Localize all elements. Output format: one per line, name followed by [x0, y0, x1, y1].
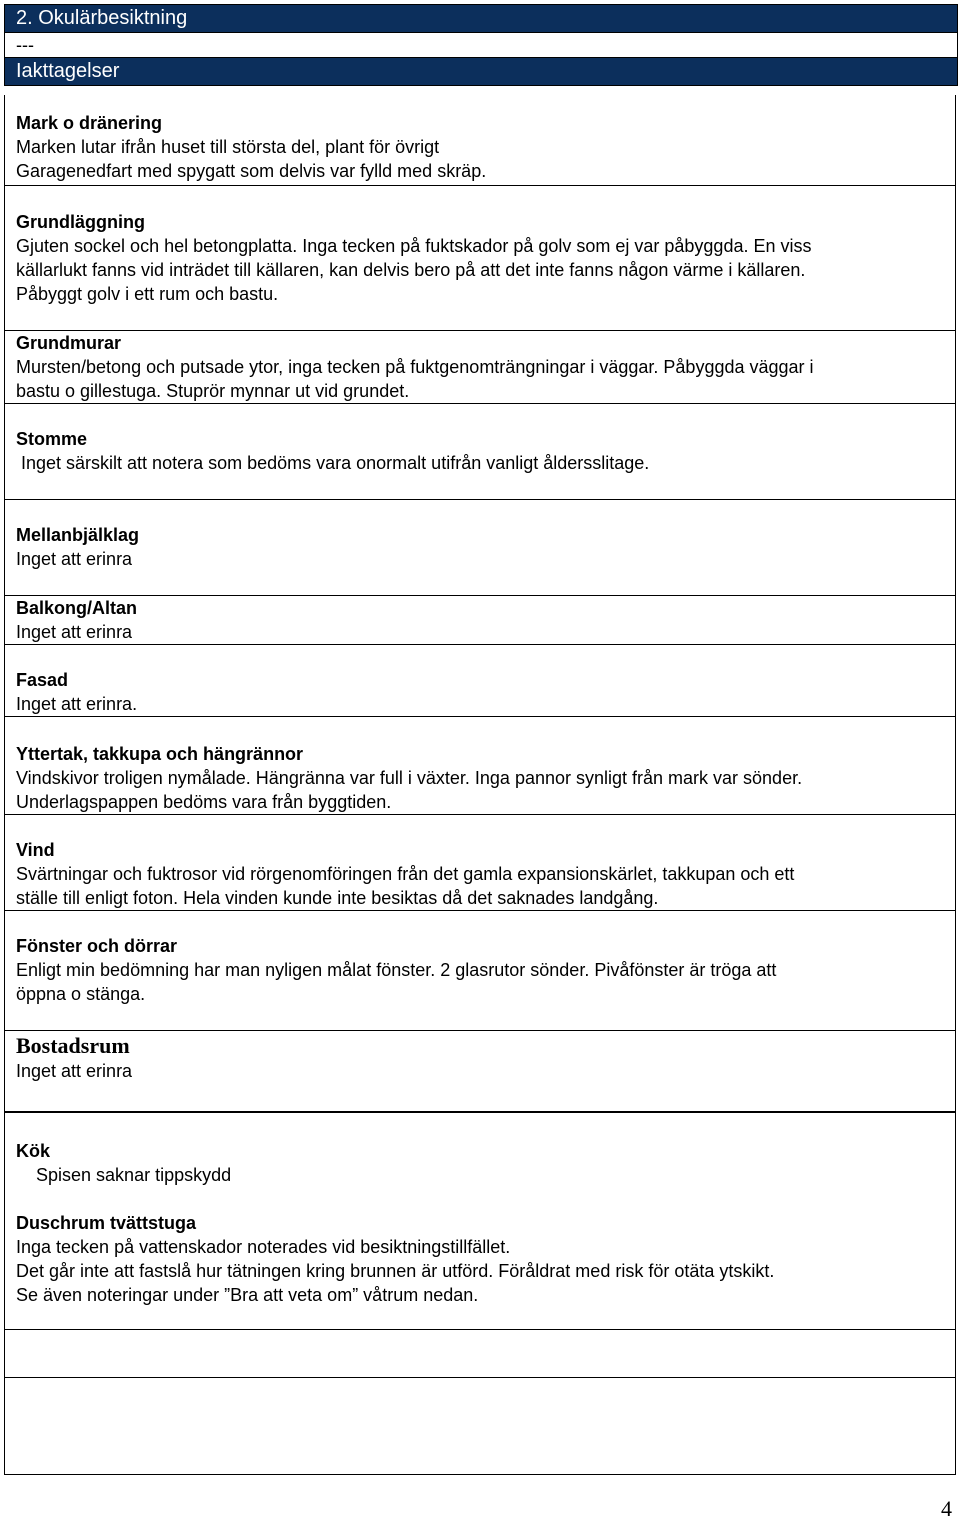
room-table — [4, 1112, 956, 1475]
heading-vind: Vind — [16, 840, 55, 860]
text-vind-1: Svärtningar och fuktrosor vid rörgenomföringen från det gamla expansionskärlet, takkupan och ett — [16, 864, 795, 884]
heading-mark-abs: Mark o dränering — [16, 113, 163, 133]
row-divider — [5, 1030, 955, 1031]
dash-row — [5, 33, 957, 58]
section-title-bar — [5, 5, 957, 33]
dash-text: --- — [16, 35, 34, 55]
text-balkong: Inget att erinra — [16, 622, 133, 642]
text-fasad: Inget att erinra. — [16, 694, 138, 714]
text-grundmurar-1: Mursten/betong och putsade ytor, inga tecken på fuktgenomträngningar i väggar. Påbyggda väggar i — [16, 357, 814, 377]
row-divider — [5, 1329, 955, 1330]
row-divider — [5, 644, 955, 645]
text-grundlaggning-abs-1: Gjuten sockel och hel betongplatta. Inga tecken på fuktskador på golv som ej var påbyggda. En viss — [16, 236, 812, 256]
text-mellanbjalklag: Inget att erinra — [16, 549, 133, 569]
text-yttertak-1: Vindskivor troligen nymålade. Hängränna var full i växter. Inga pannor synligt från mark var sönder. — [16, 768, 803, 788]
row-divider — [5, 185, 955, 186]
heading-grundlaggning-abs: Grundläggning — [16, 212, 145, 232]
text-kok: Spisen saknar tippskydd — [16, 1165, 232, 1185]
heading-duschrum: Duschrum tvättstuga — [16, 1213, 197, 1233]
section-title: 2. Okulärbesiktning — [16, 7, 188, 29]
inspection-table — [4, 4, 958, 86]
text-fonster-2: öppna o stänga. — [16, 984, 146, 1004]
text-stomme: Inget särskilt att notera som bedöms vara onormalt utifrån vanligt åldersslitage. — [16, 453, 650, 473]
subtitle: Iakttagelser — [16, 60, 120, 82]
heading-balkong: Balkong/Altan — [16, 598, 138, 618]
text-duschrum-1: Inga tecken på vattenskador noterades vid besiktningstillfället. — [16, 1237, 511, 1257]
row-divider — [5, 1377, 955, 1378]
text-vind-2: ställe till enligt foton. Hela vinden kunde inte besiktas då det saknades landgång. — [16, 888, 659, 908]
row-divider — [5, 499, 955, 500]
heading-yttertak: Yttertak, takkupa och hängrännor — [16, 744, 304, 764]
text-grundlaggning-abs-3: Påbyggt golv i ett rum och bastu. — [16, 284, 279, 304]
row-divider — [5, 910, 955, 911]
text-mark-abs-2: Garagenedfart med spygatt som delvis var fylld med skräp. — [16, 161, 487, 181]
subtitle-bar — [5, 58, 957, 86]
text-fonster-1: Enligt min bedömning har man nyligen målat fönster. 2 glasrutor sönder. Pivåfönster är tröga att — [16, 960, 777, 980]
heading-stomme: Stomme — [16, 429, 88, 449]
row-divider — [5, 716, 955, 717]
main-grid — [4, 95, 956, 1112]
text-bostadsrum: Inget att erinra — [16, 1061, 133, 1081]
heading-fonster: Fönster och dörrar — [16, 936, 178, 956]
heading-mellanbjalklag: Mellanbjälklag — [16, 525, 140, 545]
row-divider — [5, 403, 955, 404]
text-grundmurar-2: bastu o gillestuga. Stuprör mynnar ut vid grundet. — [16, 381, 410, 401]
heading-grundmurar: Grundmurar — [16, 333, 122, 353]
heading-fasad: Fasad — [16, 670, 69, 690]
text-duschrum-3: Se även noteringar under ”Bra att veta om” våtrum nedan. — [16, 1285, 479, 1305]
heading-bostadsrum: Bostadsrum — [16, 1033, 130, 1058]
text-grundlaggning-abs-2: källarlukt fanns vid inträdet till källaren, kan delvis bero på att det inte fanns någon värme i källaren. — [16, 260, 806, 280]
row-divider — [5, 814, 955, 815]
text-yttertak-2: Underlagspappen bedöms vara från byggtiden. — [16, 792, 392, 812]
text-mark-abs-1: Marken lutar ifrån huset till största del, plant för övrigt — [16, 137, 440, 157]
text-duschrum-2: Det går inte att fastslå hur tätningen kring brunnen är utförd. Föråldrat med risk för otäta ytskikt. — [16, 1261, 775, 1281]
page-number: 4 — [941, 1496, 952, 1521]
heading-kok: Kök — [16, 1141, 51, 1161]
